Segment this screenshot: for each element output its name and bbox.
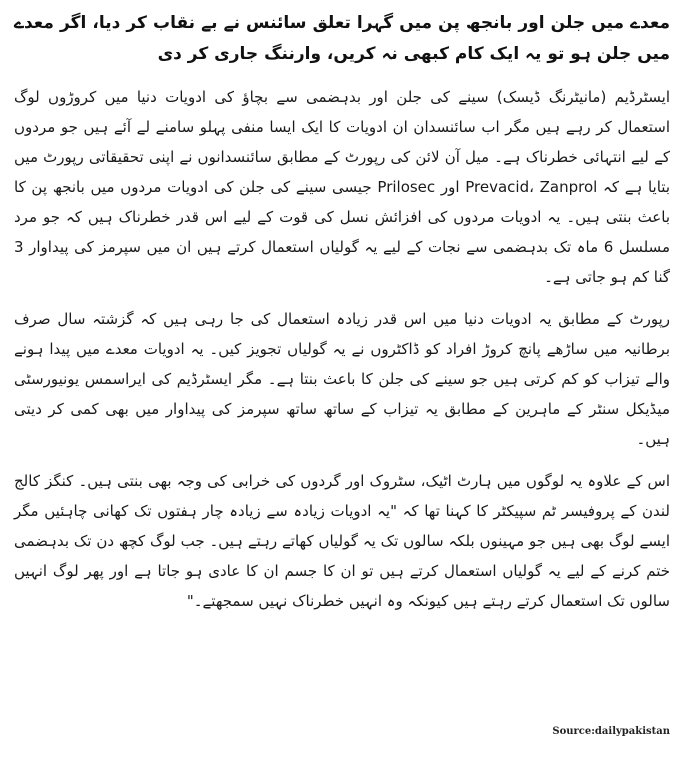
source-credit: Source:dailypakistan — [552, 726, 670, 737]
article-paragraph: رپورٹ کے مطابق یہ ادویات دنیا میں اس قدر زیادہ استعمال کی جا رہی ہیں کہ گزشتہ سال صرف برطانیہ میں ساڑھے پانچ کروڑ افراد کو ڈاکٹروں نے یہ گولیاں تجویز کیں۔ یہ ادویات معدے میں پیدا ہونے والے تیزاب کو کم کرتی ہیں جو سینے کی جلن کا باعث بنتا ہے۔ مگر ایسٹرڈیم کی ایراسمس یونیورسٹی میڈیکل سنٹر کے ماہرین کے مطابق یہ تیزاب کے ساتھ ساتھ سپرمز کی پیداوار میں بھی کمی کر دیتی ہیں۔ — [14, 310, 670, 448]
article-paragraph: اس کے علاوہ یہ لوگوں میں ہارٹ اٹیک، سٹروک اور گردوں کی خرابی کی وجہ بھی بنتی ہیں۔ کنگز کالج لندن کے پروفیسر ٹم سپیکٹر کا کہنا تھا کہ "یہ ادویات زیادہ سے زیادہ چار ہفتوں تک کھانی چاہئیں مگر ایسے لوگ بھی ہیں جو مہینوں بلکہ سالوں تک یہ گولیاں کھاتے رہتے ہیں۔ جب لوگ کچھ دن تک بدہضمی ختم کرنے کے لیے یہ گولیاں استعمال کرتے ہیں تو ان کا جسم ان کا عادی ہو جاتا ہے اور پھر لوگ انہیں سالوں تک استعمال کرتے رہتے ہیں کیونکہ وہ انہیں خطرناک نہیں سمجھتے۔" — [14, 472, 670, 610]
article-headline: معدے میں جلن اور بانجھ پن میں گہرا تعلق سائنس نے بے نقاب کر دیا، اگر معدے میں جلن ہو تو یہ ایک کام کبھی نہ کریں، وارننگ جاری کر دی — [14, 13, 670, 64]
article-paragraph: ایسٹرڈیم (مانیٹرنگ ڈیسک) سینے کی جلن اور بدہضمی سے بچاؤ کی ادویات دنیا میں کروڑوں لوگ استعمال کر رہے ہیں مگر اب سائنسدان ان ادویات کا ایک ایسا منفی پہلو سامنے لے آئے ہیں جو مردوں کے لیے انتہائی خطرناک ہے۔ میل آن لائن کی رپورٹ کے مطابق سائنسدانوں نے اپنی تحقیقاتی رپورٹ میں بتایا ہے کہ Prevacid، Zanprol اور Prilosec جیسی سینے کی جلن کی ادویات مردوں میں بانجھ پن کا باعث بنتی ہیں۔ یہ ادویات مردوں کی افزائش نسل کی قوت کے لیے اس قدر خطرناک ہیں کہ جو مرد مسلسل 6 ماہ تک بدہضمی سے نجات کے لیے یہ گولیاں استعمال کرتے ہیں ان میں سپرمز کی پیداوار 3 گنا کم ہو جاتی ہے۔ — [14, 88, 670, 286]
article — [14, 8, 670, 628]
